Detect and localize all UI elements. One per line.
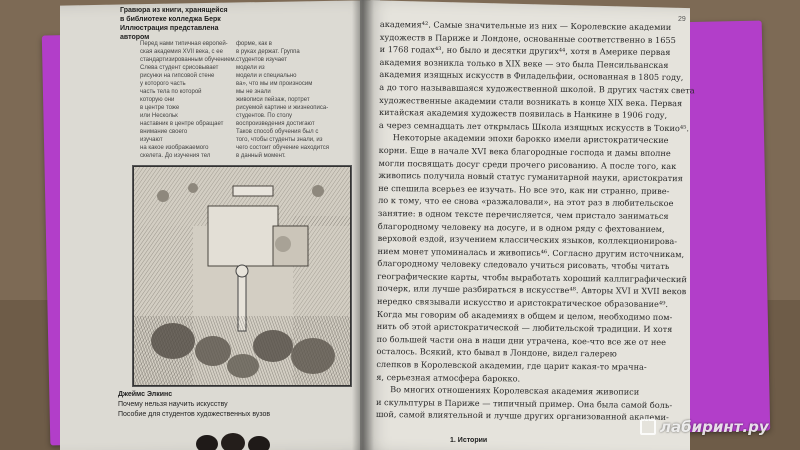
text-line: академия возникла только в XIX веке — это была Пенсильванская <box>379 56 669 70</box>
text-line: того, чтобы студенты знали, из <box>236 137 323 143</box>
text-line: а через семнадцать лет открылась Школа изящных искусств в Токио⁴⁵. <box>378 119 690 133</box>
text-line: Когда мы говорим об академиях в общем и целом, необходимо пом- <box>376 308 673 322</box>
page-number: 29 <box>678 16 686 23</box>
book-gutter <box>352 0 374 450</box>
caption-book-title <box>118 400 318 420</box>
text-line: художеств в Париже и Лондоне, основанные соответственно в 1655 <box>379 31 676 45</box>
caption-line: Пособие для студентов художественных вузов <box>118 411 271 418</box>
left-page-title <box>120 6 230 42</box>
text-line: шой, самой влиятельной и лучше других организованной академи- <box>375 409 669 423</box>
text-line: изучают <box>140 137 163 143</box>
page-footer: 1. Истории <box>450 437 488 444</box>
text-line: в центре тоже <box>140 105 180 111</box>
text-line: ло к тому, что ее снова «разжаловали», на этот раз в любительское <box>378 195 674 209</box>
text-line: занятие: в одном тексте перечисляется, чем пристало заниматься <box>377 207 669 221</box>
text-line: форме, как в <box>236 41 272 47</box>
title-line: в библиотеке колледжа Берк <box>120 16 221 23</box>
title-line: Гравюра из книги, хранящейся <box>120 7 228 14</box>
text-line: Таков способ обучения был с <box>236 129 319 135</box>
text-line: воспроизведения достигают <box>236 121 315 127</box>
text-line: мы не знали <box>236 89 271 95</box>
text-line: студентов. По столу <box>236 113 293 119</box>
text-line: в руках держат. Группа <box>236 49 300 55</box>
text-line: модели и специально <box>236 73 297 79</box>
text-line: Во многих отношениях Королевская академия живописи <box>390 384 640 397</box>
text-line: на какое изображаемого <box>140 145 209 151</box>
text-line: ва», что мы им произносим <box>236 81 313 87</box>
watermark-logo-icon <box>640 419 656 435</box>
text-line: живописи пейзаж, портрет <box>236 97 310 103</box>
text-line: в данный момент. <box>236 153 286 159</box>
watermark <box>640 418 769 436</box>
title-line: автором <box>120 34 150 41</box>
text-line: благородному человеку на досуге, и в одном ряду с фехтованием, <box>377 220 665 234</box>
text-line: нить об этой аристократической — любительской традиции. И хотя <box>376 321 673 335</box>
text-line: художественные академии стали возникать в конце XIX века. Первая <box>379 94 683 108</box>
text-line: Некоторые академии эпохи барокко имели аристократические <box>392 132 669 146</box>
text-line: рисунки на гипсовой стене <box>140 73 215 79</box>
text-line: не спешила всерьез ее изучать. Но все это, как ни странно, приве- <box>378 182 670 196</box>
text-line: китайская академия художеств появилась в Нанкине в 1906 году, <box>378 107 668 121</box>
text-line: часть тела по которой <box>140 89 202 95</box>
text-line: рисуемой картине и жизнеописа- <box>236 105 329 111</box>
text-line: я, серьезная атмосфера барокко. <box>376 371 521 384</box>
text-line: академия изящных искусств в Филадельфии, основанная в 1805 году, <box>379 69 684 83</box>
text-line: ская академия XVII века, с ее <box>140 49 223 55</box>
left-page-column-a <box>140 40 240 160</box>
text-line: а до того называвшаяся художественной школой. В других частях света <box>379 81 695 96</box>
caption-line: Почему нельзя научить искусству <box>118 401 228 408</box>
text-line: скелета. До изучения тел <box>140 153 211 159</box>
title-line: Иллюстрация представлена <box>120 25 219 32</box>
text-line: внимание своего <box>140 129 188 135</box>
text-line: Перед нами типичная европей- <box>140 41 228 47</box>
text-line: и 1768 годах⁴³, но было и десятки других⁴⁴, хотя в Америке первая <box>379 44 671 58</box>
watermark-text: лабиринт.ру <box>660 418 769 436</box>
text-line: нием монет упоминалась и живопись⁴⁶. Согласно другим источникам, <box>377 245 685 259</box>
text-line: почерк, или лучше разбираться в искусстве⁴⁸. Авторы XVI и XVII веков <box>377 283 687 297</box>
text-line: которую они <box>140 97 175 103</box>
text-line: Слева студент срисовывает <box>140 65 219 71</box>
text-line: корни. Еще в начале XVI века благородные господа и дамы вполне <box>378 144 671 158</box>
text-line: могли посвящать досуг среди прочего рисованию. А после того, как <box>378 157 677 171</box>
text-line: по большей части она в наши дни утрачена, кое-что все же от нее <box>376 333 667 347</box>
text-line: академия⁴². Самые значительные из них — Королевские академии <box>379 18 672 33</box>
text-line: верховой ездой, изучением классических языков, коллекционирова- <box>377 233 678 247</box>
text-line: чего состоит обучение находится <box>236 145 330 151</box>
text-line: благородному человеку следовало учиться рисовать, чтобы читать <box>377 258 670 272</box>
engraving-illustration <box>132 165 352 387</box>
text-line: и скульптуры в Париже — типичный пример. Она была самой боль- <box>375 396 673 410</box>
text-line: стандартизированным обучением. <box>140 57 237 63</box>
text-line: слепков в Королевской академии, где царит какая-то мрачна- <box>376 359 647 372</box>
fingertips <box>195 428 275 450</box>
text-line: у которого часть <box>140 81 186 87</box>
text-line: осталось. Всякий, кто бывал в Лондоне, видел галерею <box>376 346 617 359</box>
caption-author: Джеймс Элкинс <box>118 391 173 398</box>
text-line: или Нескольк <box>140 113 178 119</box>
text-line: модели из <box>236 65 265 71</box>
left-page-column-b <box>236 40 336 160</box>
illustration-caption <box>118 390 318 420</box>
academy-engraving-image <box>133 166 351 386</box>
text-line: нередко связывали искусство и аристократическое образование⁴⁹. <box>376 296 669 310</box>
text-line: географические карты, чтобы выработать хороший каллиграфический <box>377 270 687 285</box>
text-line: студентов изучает <box>236 57 288 63</box>
text-line: наставник в центре обращает <box>140 121 224 127</box>
text-line: живопись получила новый статус гуманитарной науки, аристократия <box>378 170 683 184</box>
